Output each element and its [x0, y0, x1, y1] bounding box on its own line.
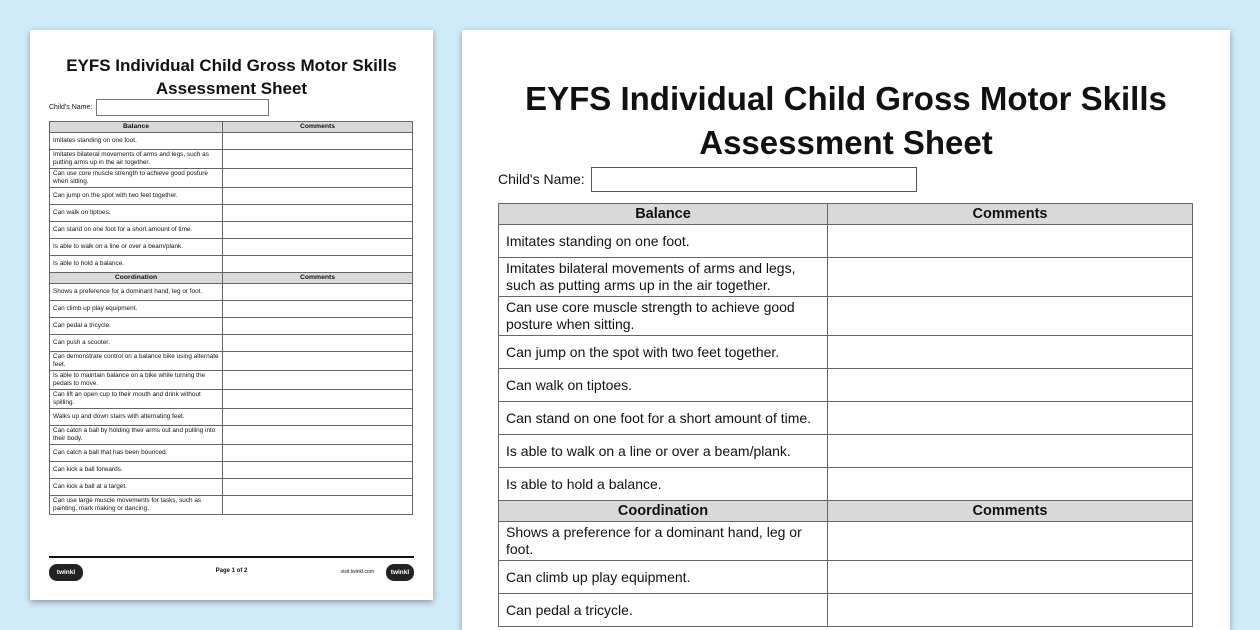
table-row — [50, 284, 413, 301]
table-row — [499, 225, 1193, 258]
comments-heading: Comments — [828, 501, 1193, 522]
comments-cell[interactable] — [828, 522, 1193, 561]
skill-text: Is able to walk on a line or over a beam/plank. — [50, 239, 223, 256]
child-name-label: Child's Name: — [498, 171, 585, 187]
comments-cell[interactable] — [223, 150, 413, 169]
skill-text: Walks up and down stairs with alternating feet. — [50, 409, 223, 426]
table-row — [499, 435, 1193, 468]
skill-text: Is able to maintain balance on a bike while turning the pedals to move. — [50, 371, 223, 390]
comments-cell[interactable] — [828, 336, 1193, 369]
skill-text: Can catch a ball by holding their arms out and pulling into their body. — [50, 426, 223, 445]
comments-cell[interactable] — [223, 462, 413, 479]
comments-cell[interactable] — [828, 468, 1193, 501]
skill-text: Can jump on the spot with two feet together. — [50, 188, 223, 205]
comments-cell[interactable] — [828, 402, 1193, 435]
skill-text: Can climb up play equipment. — [499, 561, 828, 594]
table-row — [50, 222, 413, 239]
table-row — [50, 426, 413, 445]
table-row — [50, 301, 413, 318]
skill-text: Imitates bilateral movements of arms and legs, such as putting arms up in the air together. — [50, 150, 223, 169]
table-row — [50, 205, 413, 222]
table-row — [50, 409, 413, 426]
skill-text: Can push a scooter. — [50, 335, 223, 352]
child-name-field[interactable] — [591, 167, 917, 192]
table-row — [50, 479, 413, 496]
skill-text: Imitates bilateral movements of arms and legs, such as putting arms up in the air together. — [499, 258, 828, 297]
section-header-row — [50, 122, 413, 133]
comments-cell[interactable] — [828, 594, 1193, 627]
comments-cell[interactable] — [828, 258, 1193, 297]
table-row — [50, 390, 413, 409]
skill-text: Can stand on one foot for a short amount of time. — [499, 402, 828, 435]
child-name-field[interactable] — [96, 99, 269, 116]
skill-text: Can stand on one foot for a short amount of time. — [50, 222, 223, 239]
section-header-row — [499, 501, 1193, 522]
table-row — [50, 188, 413, 205]
comments-cell[interactable] — [223, 133, 413, 150]
twinkl-logo: twinkl — [49, 564, 83, 581]
page-title — [30, 54, 433, 100]
table-row — [50, 445, 413, 462]
table-row — [50, 150, 413, 169]
skill-text: Is able to hold a balance. — [50, 256, 223, 273]
comments-cell[interactable] — [223, 301, 413, 318]
table-row — [50, 318, 413, 335]
skill-text: Is able to walk on a line or over a beam/plank. — [499, 435, 828, 468]
comments-cell[interactable] — [223, 318, 413, 335]
page-preview — [462, 30, 1230, 630]
skill-text: Imitates standing on one foot. — [499, 225, 828, 258]
comments-cell[interactable] — [223, 205, 413, 222]
visit-link[interactable]: visit twinkl.com — [340, 569, 374, 575]
table-row — [50, 352, 413, 371]
table-row — [50, 462, 413, 479]
comments-cell[interactable] — [223, 284, 413, 301]
section-header-row — [499, 204, 1193, 225]
comments-cell[interactable] — [223, 335, 413, 352]
skill-text: Can climb up play equipment. — [50, 301, 223, 318]
comments-cell[interactable] — [223, 445, 413, 462]
child-name-row — [498, 165, 1230, 193]
page-number: Page 1 of 2 — [215, 568, 248, 574]
skill-text: Can kick a ball forwards. — [50, 462, 223, 479]
comments-cell[interactable] — [223, 239, 413, 256]
comments-cell[interactable] — [223, 426, 413, 445]
comments-cell[interactable] — [828, 561, 1193, 594]
skill-text: Can walk on tiptoes. — [499, 369, 828, 402]
twinkl-logo-right: twinkl — [386, 564, 414, 581]
table-row — [50, 133, 413, 150]
assessment-table — [49, 121, 413, 515]
skill-text: Imitates standing on one foot. — [50, 133, 223, 150]
comments-cell[interactable] — [223, 188, 413, 205]
section-heading: Balance — [50, 122, 223, 133]
comments-cell[interactable] — [828, 297, 1193, 336]
title-line-2: Assessment Sheet — [699, 124, 993, 161]
table-row — [50, 371, 413, 390]
table-row — [50, 256, 413, 273]
table-row — [499, 369, 1193, 402]
comments-cell[interactable] — [223, 496, 413, 515]
table-row — [50, 335, 413, 352]
child-name-row — [49, 99, 433, 116]
table-row — [50, 239, 413, 256]
page-title — [462, 77, 1230, 165]
title-line-1: EYFS Individual Child Gross Motor Skills — [66, 56, 397, 75]
section-heading: Coordination — [499, 501, 828, 522]
comments-heading: Comments — [828, 204, 1193, 225]
comments-cell[interactable] — [828, 369, 1193, 402]
title-line-1: EYFS Individual Child Gross Motor Skills — [525, 80, 1167, 117]
skill-text: Shows a preference for a dominant hand, leg or foot. — [499, 522, 828, 561]
comments-heading: Comments — [223, 273, 413, 284]
table-row — [499, 594, 1193, 627]
table-row — [499, 561, 1193, 594]
skill-text: Can pedal a tricycle. — [499, 594, 828, 627]
skill-text: Is able to hold a balance. — [499, 468, 828, 501]
skill-text: Shows a preference for a dominant hand, leg or foot. — [50, 284, 223, 301]
child-name-label: Child's Name: — [49, 104, 93, 111]
skill-text: Can use core muscle strength to achieve good posture when sitting. — [50, 169, 223, 188]
comments-cell[interactable] — [223, 409, 413, 426]
skill-text: Can catch a ball that has been bounced. — [50, 445, 223, 462]
table-row — [499, 258, 1193, 297]
page-thumbnail[interactable] — [30, 30, 433, 600]
skill-text: Can walk on tiptoes. — [50, 205, 223, 222]
table-row — [499, 522, 1193, 561]
table-row — [499, 297, 1193, 336]
comments-cell[interactable] — [223, 371, 413, 390]
skill-text: Can use core muscle strength to achieve good posture when sitting. — [499, 297, 828, 336]
page-footer — [49, 556, 414, 588]
comments-cell[interactable] — [223, 352, 413, 371]
comments-cell[interactable] — [223, 222, 413, 239]
comments-cell[interactable] — [223, 256, 413, 273]
table-row — [50, 169, 413, 188]
assessment-table — [498, 203, 1193, 627]
skill-text: Can kick a ball at a target. — [50, 479, 223, 496]
section-heading: Coordination — [50, 273, 223, 284]
skill-text: Can lift an open cup to their mouth and drink without spilling. — [50, 390, 223, 409]
skill-text: Can jump on the spot with two feet together. — [499, 336, 828, 369]
skill-text: Can use large muscle movements for tasks, such as painting, mark making or dancing. — [50, 496, 223, 515]
title-line-2: Assessment Sheet — [155, 79, 308, 98]
section-header-row — [50, 273, 413, 284]
table-row — [50, 496, 413, 515]
table-row — [499, 468, 1193, 501]
comments-cell[interactable] — [828, 225, 1193, 258]
table-row — [499, 336, 1193, 369]
comments-cell[interactable] — [223, 390, 413, 409]
table-row — [499, 402, 1193, 435]
comments-cell[interactable] — [223, 169, 413, 188]
skill-text: Can pedal a tricycle. — [50, 318, 223, 335]
section-heading: Balance — [499, 204, 828, 225]
comments-cell[interactable] — [223, 479, 413, 496]
comments-cell[interactable] — [828, 435, 1193, 468]
comments-heading: Comments — [223, 122, 413, 133]
skill-text: Can demonstrate control on a balance bike using alternate feet. — [50, 352, 223, 371]
